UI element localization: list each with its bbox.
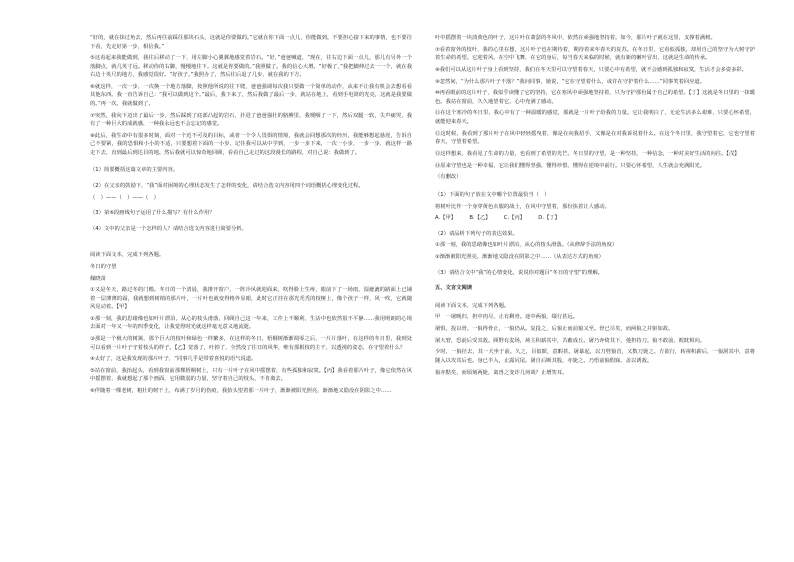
instruction: 阅读下面文本，完成下列各题。 [90, 252, 165, 259]
article-author: 佩晓苗 [90, 275, 106, 282]
question: 将树叶比作一个身穿黄色衣服的战士，在风中守望着，那份执着让人感动。 [435, 203, 610, 210]
instruction: 阅读下面文本，完成下列各题。 [435, 302, 510, 309]
question: （2）请品析下列句子的表达效果。 [435, 230, 518, 237]
paragraph: ⑥伴随着一棵老树，粗壮的树干上，布满了岁月的伤痕，我抬头望着那一片叶子，渐渐被阳光照亮，渐渐地又隐没在阴影之中…… [90, 388, 392, 395]
paragraph: ③那是一个极大的树篱，那个巨大的枝叶和绿色一样繁多，在这样的冬日，梧桐树渐渐凋零之后，一片片落叶，在这样的冬日里，我到处可以看到一片叶子守着枝头的样子。【乙】觉落了，叶掉了，全然没了往日的风华，唯有那根枝的主干，以透视的姿态，在守望着什么？ [90, 336, 412, 351]
paragraph: ⑤这看起来我能做到，我往后移动了一下，用左脚小心翼翼地感觉着岩石。“好，”爸爸喊道，“现在，往右边下面一点儿，那儿有另外一个落脚点，就几英寸远。移动你的右脚，慢慢地往下。这就是你要做的。”我照做了。我的信心大增。“好极了，”我把脚伸过去一一个，就在我右边十英尺的地方，我感觉很好。“好孩子。”我照办了，然后往后退了几步，就在我的下方。 [90, 55, 412, 79]
paragraph: ⑪在这个寒冷的冬日里，我心中有了一种温暖的感觉，那就是一片叶子给我的力量。它让我明白了，无论生活多么艰难，只要心怀希望，就能迎来春天。 [435, 110, 755, 125]
section-heading: 五、文言文阅读 [435, 285, 473, 292]
question: （1）下面的句子放在文中哪个位置最恰当（ ） [435, 191, 550, 198]
question: （4）文中的父亲是一个怎样的人？请结合选文内容进行简要分析。 [90, 225, 247, 232]
paragraph: ⑧此后，我生命中有很多时刻，面对一个近不可及的目标，或者一个令人畏惧的情境，我就会回想那次的经历，我能够想起悬崖，告诉自己不要紧，我的恐惧和小小的不适，只要想着下面的一小步，记住我可以从中学到，一步一步下来，一次一小步，一步一步，就这样一路走下去，直到最后到达目的地。然后我就可以惊奇地回顾，看看自己走过的这段漫长的路程，对自己说：我做到了。 [90, 132, 412, 156]
question: ①那一刻，我的思绪像也如叶片漂泊，从心的枝头滑落。（从修辞手法的角度） [435, 242, 618, 249]
question: （3）第⑥段画线句子运用了什么描写？有什么作用？ [90, 210, 215, 217]
paragraph: “好的，就在抹过角去，然后再往前踩往那块石头，这就是你要做的。”它就在你下面一点儿，你能做到。不要担心接下来的事情，也不要往下看，先走好第一步，相信我。” [90, 35, 412, 50]
answer-blanks: （ ）——（ ）——（ ） [90, 194, 159, 201]
paragraph: ⑨忽然间，“为什么那片叶子不落？”我问同事，她说，“它在守望着什么，或许在守护着什么……”同事笑着回应道。 [435, 78, 705, 85]
paragraph: 屠大窘，恐前后受其敌。顾野有麦场，场主积薪其中，苫蔽成丘。屠乃奔倚其下，弛担持刀。狼不敢前，眈眈相向。 [435, 337, 706, 344]
paragraph: 甲 一屠晚归，担中肉尽，止有剩骨。途中两狼，缀行甚远。 [435, 314, 579, 321]
paragraph: ⑬这样想来，我看见了生命的力量，也看到了希望的光芒。冬日里的守望，是一种坚持，一种信念，一种对美好生活的向往。【戊】 [435, 150, 740, 157]
paragraph: ⑩再看眼前的这片叶子，我似乎读懂了它的坚持，它在寒风中顽强地坚持着，只为守护那份属于自己的希望。【丁】这就是冬日里的一抹暖色。我站在窗前，久久地望着它，心中充满了感动。 [435, 90, 755, 105]
question: （2）在父亲的鼓励下，“我”面对困境的心理状态发生了怎样的变化，请结合选文内容用四个词语概括心理变化过程。 [90, 182, 364, 189]
source-note: （有删改） [435, 174, 462, 181]
paragraph: ⑦突然，我向下迈出了最后一步，然后踩到了底部凸起的岩石，扑进了爸爸强壮的胳膊里，我哽咽了一下，然后双腿一软，失声痛哭，我有了一种巨大的成就感，一种我永远也不会忘记的感觉。 [90, 112, 412, 128]
paragraph: ⑤站在窗前，我抬起头，看到我窗前那棵梧桐树上，只有一片叶子在风中摇摆着，有些孤独和寂寞。【丙】我看着那片叶子，像它依然在风中摇摆着，我就想起了那个画面，它用微弱的力量，坚守着自己的枝头，不肯离去。 [90, 367, 412, 383]
paragraph: 屠惧，投以骨。一狼得骨止，一狼仍从。复投之，后狼止而前狼又至。骨已尽矣，而两狼之并驱如故。 [435, 326, 674, 332]
paragraph: ⑥就这样，一次一步，一次换一个地方落脚，按照他所说的往下爬，爸爸强调每次我只要做一个简单的动作，从来不让我有机会去想看看其他东西。我一直告诉自己：“我可以做到这个。”最后，我下来了，然后我做了最后一步，就站在地上，看到手电筒的光亮，这就是我要做的。”再一次，我就做到了。 [90, 83, 412, 107]
paragraph: ⑫这时候，我看到了那片叶子在风中轻轻摇曳着，像是在向我招手，又像是在对我诉说着什么。在这个冬日里，我守望着它，它也守望着春天，守望着希望。 [435, 130, 755, 146]
paragraph: ⑦看着窗外的枝叶，我的心里在想，这片叶子也在期待着，期待着来年春天的复苏。在冬日里，它看似孤独，却用自己的坚守为大树守护着生命的希望。它迎着风，在空中飞舞，在它的身后，每当春天来临的时候，就有新的嫩叶冒出，这就是生命的传承。 [435, 46, 755, 62]
question: ②渐渐被阳光照亮，渐渐地又隐没在阴影之中……（从表达方式的角度） [435, 254, 604, 261]
paragraph: ⑭原来守望也是一种幸福，它让我们懂得坚强，懂得珍惜，懂得在逆境中前行。只要心怀希望，人生就会充满阳光。 [435, 162, 706, 169]
paragraph: ⑧我们可以从这片叶子身上看到坚持，我们在冬天里可以守望着春天，只要心中有希望，就不会感到孤独和寂寞，生活才会多姿多彩。 [435, 66, 747, 73]
question: （3）请结合文中“我”的心情变化，说说你对题目“冬日的守望”的理解。 [435, 269, 603, 276]
paragraph: ①又是冬天，路过冬的门槛。冬日的一个清晨，我推开窗户，一阵冷风就迎面来，吹得脸上生疼，眼前下了一场雨，湿漉漉的路面上已铺着一层薄薄的霜，我就想到树梢的那片叶，一片叶也就变得格外显眼，此时它正挂在那光秃秃的枝桠上，像个孩子一样，风一吹，它就随风晃动着。【甲】 [90, 287, 412, 311]
paragraph: 少时，一狼径去，其一犬坐于前。久之，目似瞑，意暇甚。屠暴起，以刀劈狼首，又数刀毙之。方欲行，转视积薪后，一狼洞其中，意将隧入以攻其后也。身已半入，止露尻尾。屠自后断其股，亦毙之。乃悟前狼假寐，盖以诱敌。 [435, 349, 755, 364]
left-column [90, 34, 412, 399]
article-title: 冬日的守望 [90, 263, 117, 270]
spacer [90, 240, 412, 251]
right-column [435, 34, 755, 380]
paragraph: 狼亦黠矣，而顷刻两毙，禽兽之变诈几何哉？止增笑耳。 [435, 369, 568, 376]
paragraph: ②那一刻，我的思绪像也如叶片漂泊，从心的枝头滑落，回顾自己这一年来，工作上不顺利，生活中也依然很不平静……我用明朗的心境去面对一年又一年的四季变化，让我觉得时光就这样毫无意义地流逝。 [90, 315, 412, 331]
options: A.【甲】 B.【乙】 C.【丙】 D.【丁】 [435, 215, 560, 222]
paragraph: 叶中摇摆着一块淡黄色的叶子，这片叶在萧瑟的冬风中，依然在顽强地坚持着。如今，那片叶子就在这里，支撑着满树。 [435, 35, 716, 41]
question: （1）简要概括这篇文章的主要内容。 [90, 167, 179, 174]
paragraph: ④太好了，这是我发现的那片叶子，“同事几乎是带着喜悦的语气说道。 [90, 356, 257, 363]
